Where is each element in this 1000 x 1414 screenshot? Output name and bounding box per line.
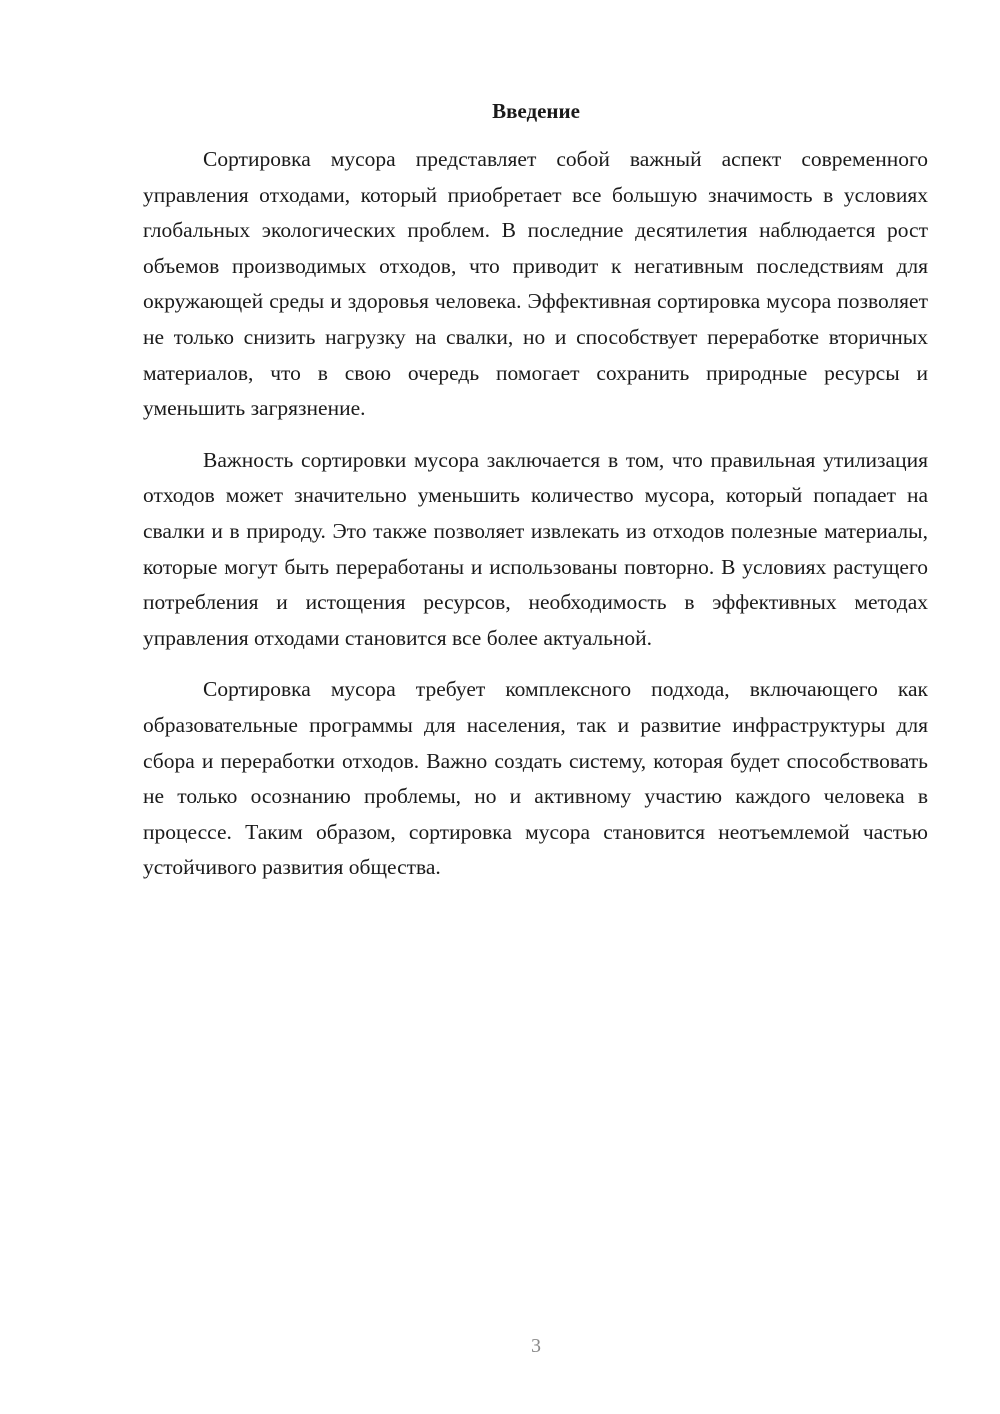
document-body (143, 142, 928, 886)
paragraph-2: Важность сортировки мусора заключается в том, что правильная утилизация отходов может значительно уменьшить количество мусора, который попадает на свалки и в природу. Это также позволяет извлекать из отходов полезные материалы, которые могут быть переработаны и использованы повторно. В условиях растущего потребления и истощения ресурсов, необходимость в эффективных методах управления отходами становится все более актуальной. (143, 447, 928, 650)
paragraph-3: Сортировка мусора требует комплексного подхода, включающего как образовательные программы для населения, так и развитие инфраструктуры для сбора и переработки отходов. Важно создать систему, которая будет способствовать не только осознанию проблемы, но и активному участию каждого человека в процессе. Таким образом, сортировка мусора становится неотъемлемой частью устойчивого развития общества. (143, 677, 928, 880)
page-title: Введение (492, 99, 580, 123)
page-number: 3 (531, 1335, 541, 1357)
paragraph-1: Сортировка мусора представляет собой важный аспект современного управления отходами, который приобретает все большую значимость в условиях глобальных экологических проблем. В последние десятилетия наблюдается рост объемов производимых отходов, что приводит к негативным последствиям для окружающей среды и здоровья человека. Эффективная сортировка мусора позволяет не только снизить нагрузку на свалки, но и способствует переработке вторичных материалов, что в свою очередь помогает сохранить природные ресурсы и уменьшить загрязнение. (143, 147, 928, 421)
